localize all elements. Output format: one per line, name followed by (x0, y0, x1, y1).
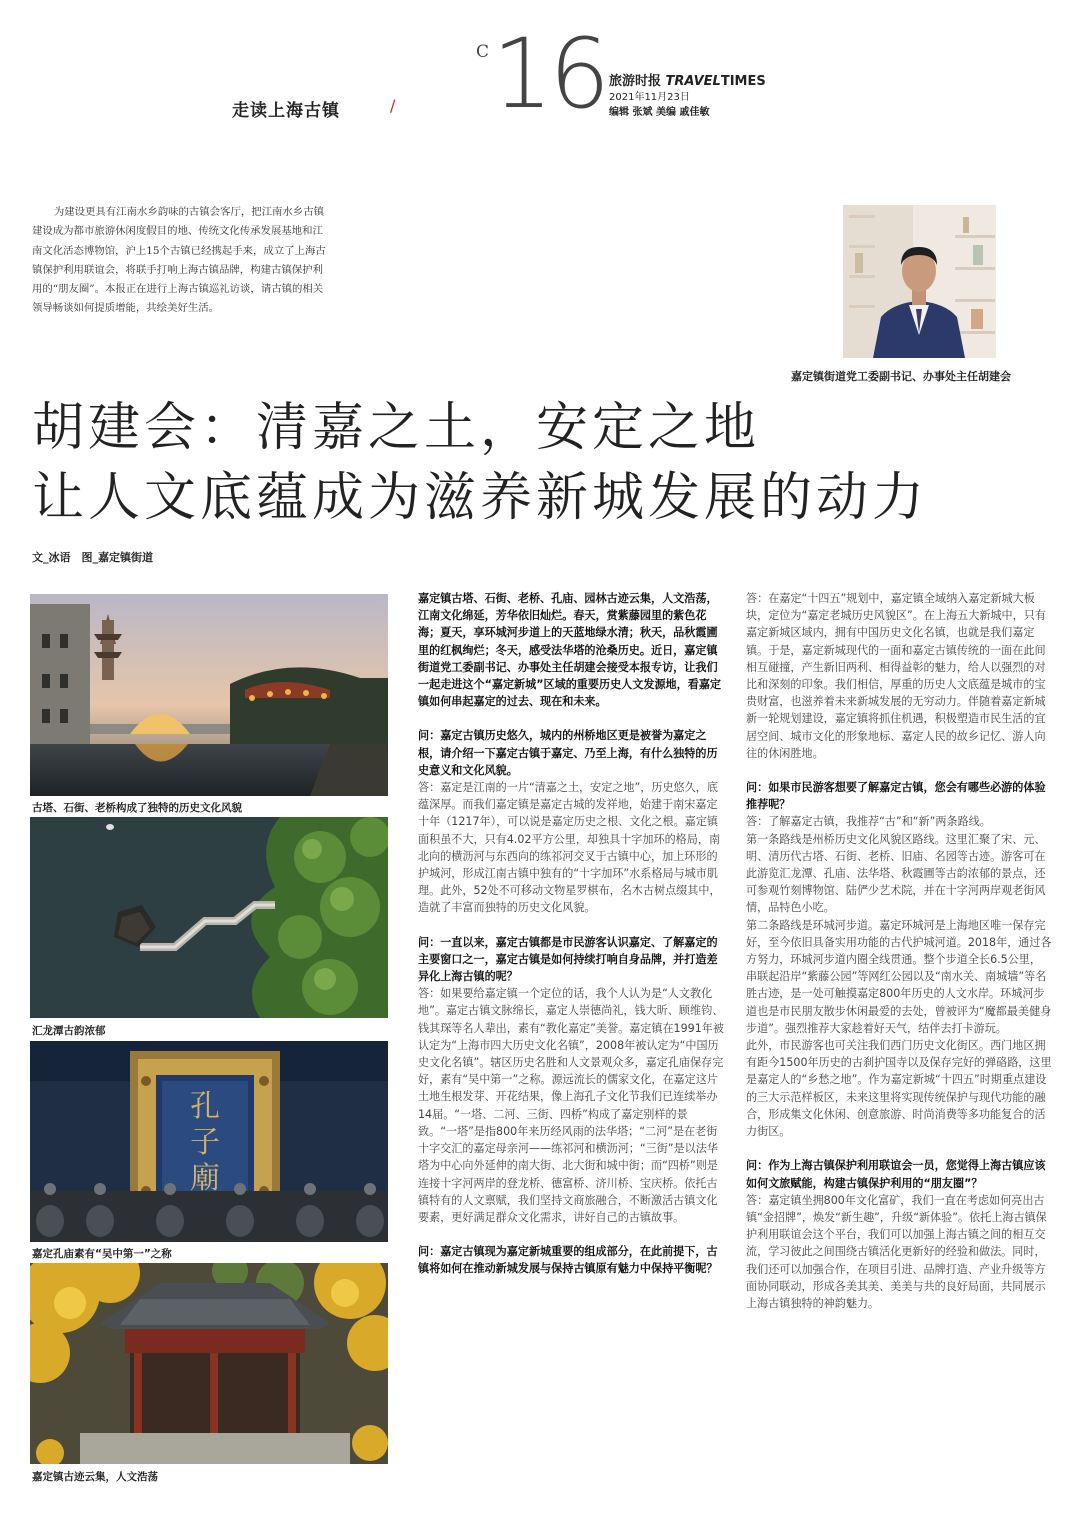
byline: 文_冰语 图_嘉定镇街道 (32, 551, 153, 564)
answer-4-intro: 答：了解嘉定古镇，我推荐“古”和“新”两条路线。 (746, 815, 991, 829)
question-2: 问：一直以来，嘉定古镇都是市民游客认识嘉定、了解嘉定的主要窗口之一，嘉定古镇是如何持续打响自身品牌，并打造差异化上海古镇的呢？ (418, 935, 718, 984)
photo-caption-3: 嘉定孔庙素有“吴中第一”之称 (32, 1248, 172, 1260)
answer-2: 答：如果要给嘉定镇一个定位的话，我个人认为是“人文教化地”。嘉定古镇文脉绵长，嘉定人崇德尚礼，钱大昕、顾维钧、钱其琛等名人辈出，素有“教化嘉定”美誉。嘉定镇在1991年被认定为“上海市四大历史文化名镇”，2008年被认定为“中国历史文化名镇”。辖区历史名胜和人文景观众多，嘉定孔庙保存完好，素有“吴中第一”之称。源远流长的儒家文化，在嘉定这片土地生根发芽、开花结果，像上海孔子文化节我们已连续举办14届。“一塔、二河、三街、四桥”构成了嘉定别样的景致。“一塔”是指800年来历经风雨的法华塔；“二河”是在老街十字交汇的嘉定母亲河——练祁河和横沥河；“三街”是以法华塔为中心向外延伸的南大街、北大街和城中街；而“四桥”则是连接十字河两岸的登龙桥、德富桥、济川桥、宝庆桥。依托古镇特有的人文禀赋，我们坚持文商旅融合，不断激活古镇文化要素，更好满足群众文化需求，讲好自己的古镇故事。 (418, 987, 724, 1224)
portrait-photo (843, 205, 996, 358)
brand-en-rest: TIMES (720, 74, 766, 89)
photo-ancient-town (30, 594, 388, 796)
article-column-1 (418, 590, 726, 1278)
newspaper-brand (609, 70, 766, 89)
photo-caption-4: 嘉定镇古迹云集，人文浩荡 (32, 1471, 158, 1483)
photo-caption-1: 古塔、石街、老桥构成了独特的历史文化风貌 (32, 802, 242, 814)
question-5: 问：作为上海古镇保护利用联谊会一员，您觉得上海古镇应该如何文旅赋能，构建古镇保护利用的“朋友圈”？ (746, 1159, 1046, 1190)
portrait-caption: 嘉定镇街道党工委副书记、办事处主任胡建会 (791, 370, 1011, 383)
editors: 编辑 张斌 美编 戚佳敏 (609, 107, 710, 118)
question-4: 问：如果市民游客想要了解嘉定古镇，您会有哪些必游的体验推荐呢？ (746, 781, 1046, 812)
article-column-2 (746, 590, 1052, 1312)
photo-huilongtan (30, 817, 388, 1018)
headline-line-2: 让人文底蕴成为滋养新城发展的动力 (32, 468, 929, 528)
page-number: 16 (492, 18, 607, 130)
answer-3: 答：在嘉定“十四五”规划中，嘉定镇全域纳入嘉定新城大板块，定位为“嘉定老城历史风貌区”。在上海五大新城中，只有嘉定新城区域内，拥有中国历史文化名镇，也就是我们嘉定镇。于是，嘉定新城现代的一面和嘉定古镇传统的一面在此间相互碰撞，产生新旧两利、相得益彰的魅力，给人以强烈的对比和深刻的印象。我们相信，厚重的历史人文底蕴是城市的宝贵财富，也滋养着未来新城发展的无穷动力。伴随着嘉定新城新一轮规划建设，嘉定镇将抓住机遇，积极塑造市民生活的宜居空间、城市文化的形象地标、嘉定人民的故乡记忆、游人向往的休闲胜地。 (746, 592, 1046, 760)
answer-5: 答：嘉定镇坐拥800年文化富矿，我们一直在考虑如何亮出古镇“金招牌”，焕发“新生趣”，升级“新体验”。依托上海古镇保护利用联谊会这个平台，我们可以加强上海古镇之间的相互交流，学习彼此之间围绕古镇活化更新好的经验和做法。同时，我们还可以加强合作，在项目引进、品牌打造、产业升级等方面协同联动，形成各美其美、美美与共的良好局面，共同展示上海古镇独特的神韵魅力。 (746, 1193, 1047, 1310)
brand-en-bold: TRAVEL (665, 74, 721, 89)
answer-4-route-1: 第一条路线是州桥历史文化风貌区路线。这里汇聚了宋、元、明、清历代古塔、石街、老桥、旧庙、名园等古迹。游客可在此游览汇龙潭、孔庙、法华塔、秋霞圃等古韵浓郁的景点，还可参观竹刻博物馆、陆俨少艺术院，并在十字河两岸观老街风情，品特色小吃。 (746, 832, 1046, 915)
article-lead: 嘉定镇古塔、石街、老桥、孔庙、园林古迹云集，人文浩荡，江南文化绵延，芳华依旧灿烂。春天，赏紫藤园里的紫色花海；夏天，享环城河步道上的天蓝地绿水清；秋天，品秋霞圃里的红枫绚烂；冬天，感受法华塔的沧桑历史。近日，嘉定镇街道党工委副书记、办事处主任胡建会接受本报专访，让我们一起走进这个“嘉定新城”区域的重要历史人文发源地，看嘉定镇如何串起嘉定的过去、现在和未来。 (418, 592, 722, 709)
temple-plaque-text: 孔子廟 (190, 1089, 220, 1196)
intro-paragraph: 为建设更具有江南水乡韵味的古镇会客厅，把江南水乡古镇建设成为都市旅游休闲度假目的地、传统文化传承发展基地和江南文化活态博物馆，沪上15个古镇已经携起手来，成立了上海古镇保护利用联谊会，将联手打响上海古镇品牌，构建古镇保护利用的“朋友圈”。本报正在进行上海古镇巡礼访谈，请古镇的相关领导畅谈如何提质增能，共绘美好生活。 (32, 206, 326, 315)
question-1: 问：嘉定古镇历史悠久，城内的州桥地区更是被誉为嘉定之根，请介绍一下嘉定古镇于嘉定、乃至上海，有什么独特的历史意义和文化风貌。 (418, 729, 718, 777)
question-3: 问：嘉定古镇现为嘉定新城重要的组成部分，在此前提下，古镇将如何在推动新城发展与保持古镇原有魅力中保持平衡呢？ (418, 1245, 718, 1276)
portrait-illustration (843, 205, 996, 358)
brand-cn: 旅游时报 (609, 74, 662, 89)
answer-4-route-2: 第二条路线是环城河步道。嘉定环城河是上海地区唯一保存完好，至今依旧具备实用功能的古代护城河道。2018年，通过各方努力，环城河步道内圈全线贯通。整个步道全长6.5公里，串联起沿岸“紫藤公园”等网红公园以及“南水关、南城墙”等名胜古迹，是一处可触摸嘉定800年历史的人文水岸。环城河步道也是市民朋友散步休闲最爱的去处，曾被评为“魔都最美健身步道”。强烈推荐大家趁着好天气，结伴去打卡游玩。 (746, 918, 1052, 1035)
photo-confucius-temple (30, 1041, 388, 1242)
answer-1: 答：嘉定是江南的一片“清嘉之土，安定之地”，历史悠久，底蕴深厚。而我们嘉定镇是嘉定古城的发祥地，始建于南宋嘉定十年（1217年），可以说是嘉定历史之根、文化之根。嘉定镇面积虽不大，只有4.02平方公里，却独具十字加环的格局，南北向的横沥河与东西向的练祁河交叉于古镇中心，加上环形的护城河，形成江南古镇中独有的“十字加环”水系格局与城市肌理。此外，52处不可移动文物星罗棋布，名木古树点缀其中，造就了丰富而独特的历史文化风貌。 (418, 781, 721, 915)
photo-pavilion (30, 1263, 388, 1464)
answer-4-west-gate: 此外，市民游客也可关注我们西门历史文化街区。西门地区拥有距今1500年历史的古刹护国寺以及保存完好的弹硌路，这里是嘉定人的“乡愁之地”。作为嘉定新城“十四五”时期重点建设的三大示范样板区，未来这里将实现传统保护与现代功能的融合，形成集文化休闲、创意旅游、时尚消费等多功能复合的活力街区。 (746, 1039, 1052, 1139)
section-slash: / (390, 96, 396, 115)
section-name: 走读上海古镇 (232, 101, 340, 121)
page-letter: C (476, 42, 490, 62)
issue-date: 2021年11月23日 (609, 92, 690, 103)
headline-line-1: 胡建会：清嘉之土，安定之地 (32, 398, 761, 458)
photo-caption-2: 汇龙潭古韵浓郁 (32, 1025, 106, 1037)
